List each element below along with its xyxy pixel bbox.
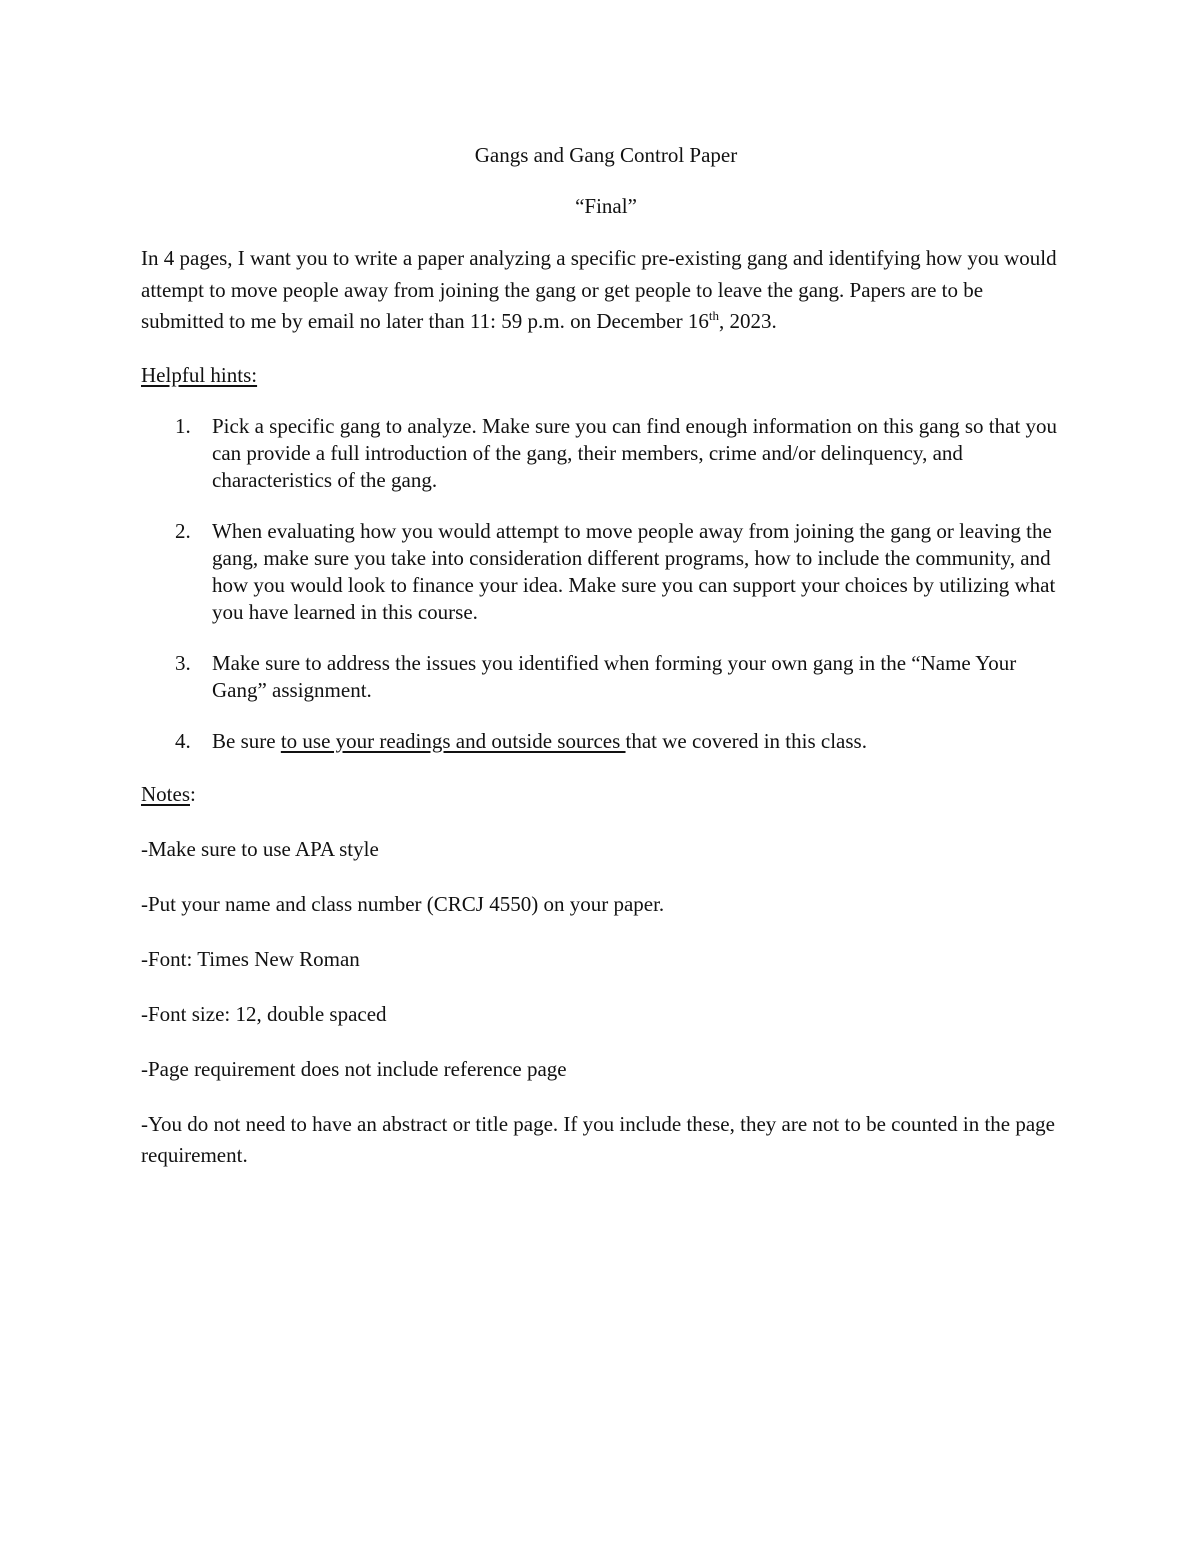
notes-heading-colon: :	[190, 781, 196, 806]
list-item	[141, 728, 1071, 755]
list-item-text-before: Be sure	[212, 728, 281, 753]
document-title: Gangs and Gang Control Paper	[474, 143, 738, 167]
list-item-text: Pick a specific gang to analyze. Make sure you can find enough information on this gang so that you can provide a full introduction of the gang, their members, crime and/or delinquency, and characteristics of the gang.	[212, 413, 1058, 492]
note-font-size: -Font size: 12, double spaced	[141, 1001, 387, 1026]
note-apa: -Make sure to use APA style	[141, 836, 379, 861]
list-item-text-after: that we covered in this class.	[625, 728, 867, 753]
list-item-text-underlined: to use your readings and outside sources	[280, 728, 626, 753]
document-page	[141, 140, 1071, 1171]
note-font: -Font: Times New Roman	[141, 946, 360, 971]
list-item-number: 3.	[175, 650, 191, 675]
note-abstract-title: -You do not need to have an abstract or title page. If you include these, they are not to be counted in the page requirement.	[141, 1111, 1056, 1167]
intro-superscript: th	[708, 308, 719, 323]
hints-heading: Helpful hints:	[141, 362, 258, 387]
list-item-text	[212, 729, 867, 753]
notes-heading-label: Notes	[141, 781, 190, 806]
list-item-number: 1.	[175, 413, 191, 438]
notes-heading	[141, 779, 1071, 810]
hints-list	[141, 413, 1071, 755]
list-item-text: When evaluating how you would attempt to move people away from joining the gang or leaving the gang, make sure you take into consideration different programs, how to include the community, and how you would look to finance your idea. Make sure you can support your choices by utilizing what you have learned in this course.	[212, 518, 1056, 624]
list-item	[141, 518, 1071, 626]
note-page-requirement: -Page requirement does not include reference page	[141, 1056, 567, 1081]
list-item-number: 2.	[175, 518, 191, 543]
list-item	[141, 413, 1071, 494]
document-subtitle: “Final”	[575, 194, 637, 218]
list-item-number: 4.	[175, 728, 191, 753]
list-item-text: Make sure to address the issues you identified when forming your own gang in the “Name Your Gang” assignment.	[212, 650, 1017, 702]
note-name-class: -Put your name and class number (CRCJ 4550) on your paper.	[141, 891, 665, 916]
intro-text-end: , 2023.	[718, 309, 777, 333]
intro-paragraph	[141, 243, 1071, 338]
list-item	[141, 650, 1071, 704]
intro-text: In 4 pages, I want you to write a paper analyzing a specific pre-existing gang and identifying how you would attempt to move people away from joining the gang or get people to leave the gang. Papers are to be submitted to me by email no later than 11: 59 p.m. on December 16	[141, 246, 1057, 333]
